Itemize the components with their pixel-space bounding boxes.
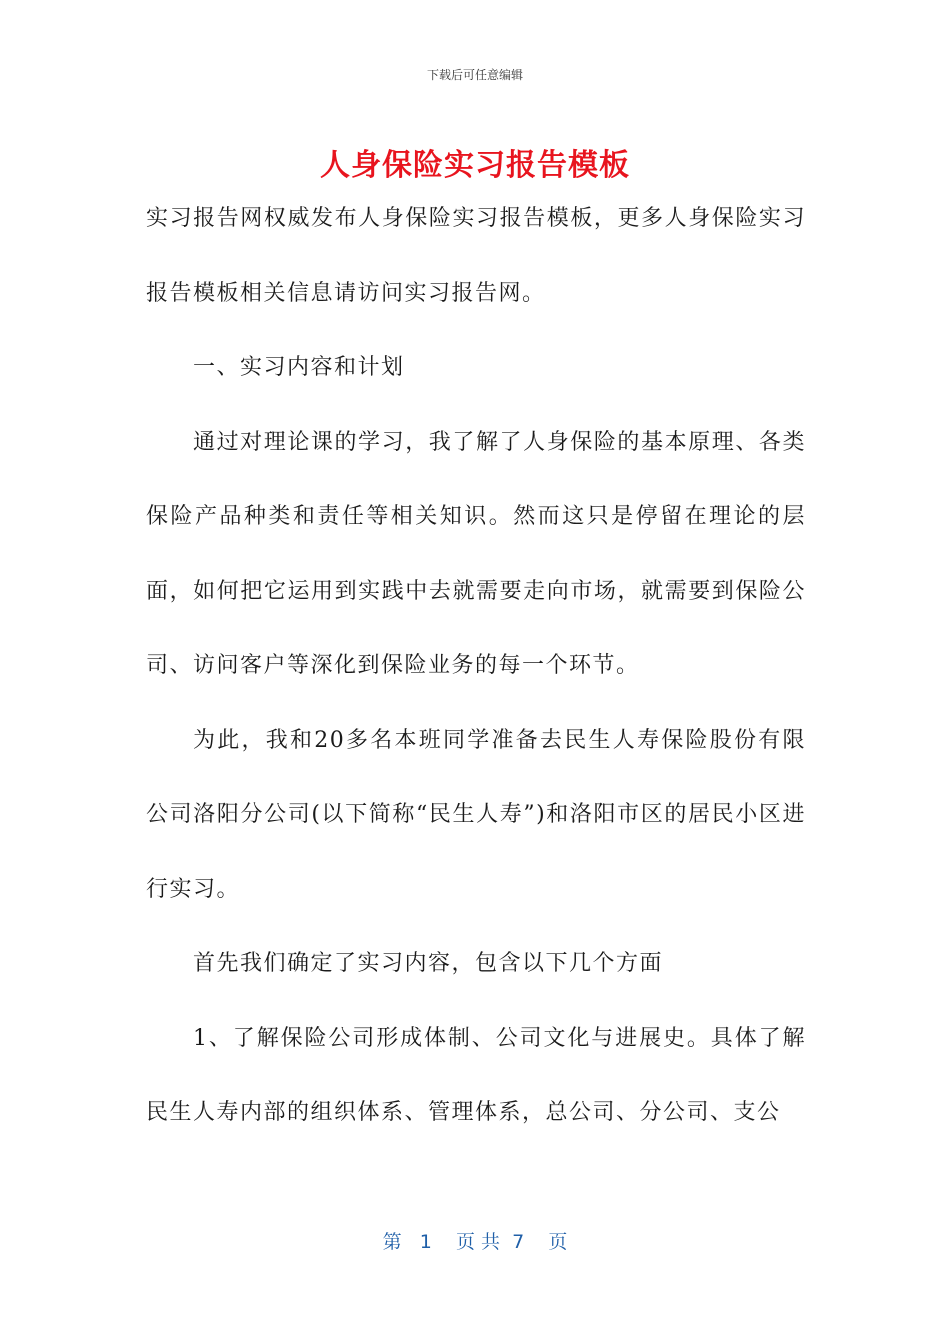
body-paragraph: 首先我们确定了实习内容，包含以下几个方面 [193,951,664,976]
document-title: 人身保险实习报告模板 [320,148,630,183]
section-heading: 一、实习内容和计划 [193,355,405,380]
header-note: 下载后可任意编辑 [426,68,523,82]
document-body [146,182,806,1151]
body-paragraph: 为此，我和20多名本班同学准备去民生人寿保险股份有限公司洛阳分公司(以下简称“民生人寿”)和洛阳市区的居民小区进行实习。 [146,727,806,902]
page-number-footer: 第 1 页 共 7 页 [382,1231,568,1253]
body-paragraph: 1、了解保险公司形成体制、公司文化与进展史。具体了解民生人寿内部的组织体系、管理体系，总公司、分公司、支公 [146,1025,806,1125]
body-paragraph: 通过对理论课的学习，我了解了人身保险的基本原理、各类保险产品种类和责任等相关知识。然而这只是停留在理论的层面，如何把它运用到实践中去就需要走向市场，就需要到保险公司、访问客户等深化到保险业务的每一个环节。 [146,429,806,678]
intro-paragraph: 实习报告网权威发布人身保险实习报告模板，更多人身保险实习报告模板相关信息请访问实习报告网。 [146,206,806,306]
